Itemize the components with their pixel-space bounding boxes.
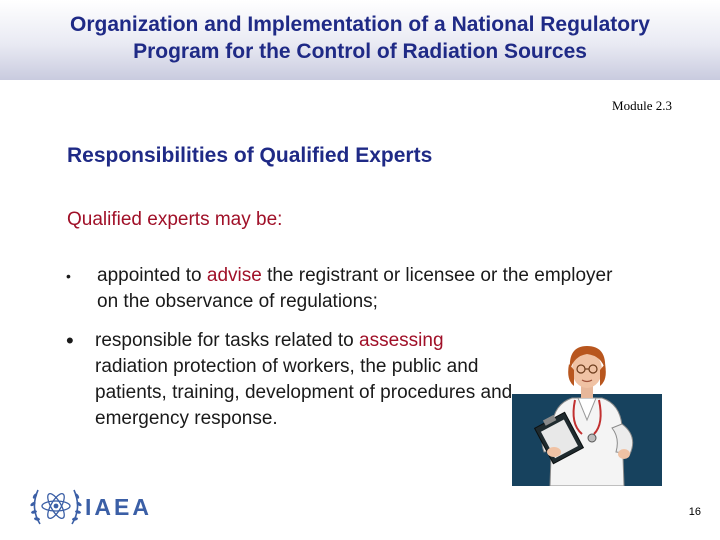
bullet-text-end: radiation protection of workers, the public and patients, training, development of procedures and emergency response. bbox=[95, 356, 513, 429]
slide-header bbox=[0, 0, 720, 80]
bullet-text-end: the registrant or licensee or the employer on the observance of regulations; bbox=[97, 265, 613, 312]
highlight-word-assessing: assessing bbox=[359, 330, 444, 351]
doctor-with-clipboard-icon bbox=[512, 340, 662, 486]
bullet-marker: • bbox=[66, 268, 71, 284]
bullet-text-start: responsible for tasks related to bbox=[95, 330, 360, 351]
module-label: Module 2.3 bbox=[612, 98, 672, 113]
slide-title-line-1: Organization and Implementation of a National Regulatory bbox=[70, 13, 650, 36]
iaea-logo-text: IAEA bbox=[85, 494, 152, 520]
bullet-marker: • bbox=[66, 328, 74, 353]
slide-title bbox=[0, 11, 720, 65]
page-number: 16 bbox=[688, 506, 701, 518]
section-title: Responsibilities of Qualified Experts bbox=[67, 144, 433, 167]
bullet-text-start: appointed to bbox=[97, 265, 207, 286]
bullet-text bbox=[95, 328, 515, 432]
highlight-word-advise: advise bbox=[206, 265, 262, 286]
intro-text: Qualified experts may be: bbox=[67, 209, 283, 230]
bullet-text bbox=[97, 263, 627, 315]
slide-title-line-2: Program for the Control of Radiation Sources bbox=[133, 40, 587, 63]
